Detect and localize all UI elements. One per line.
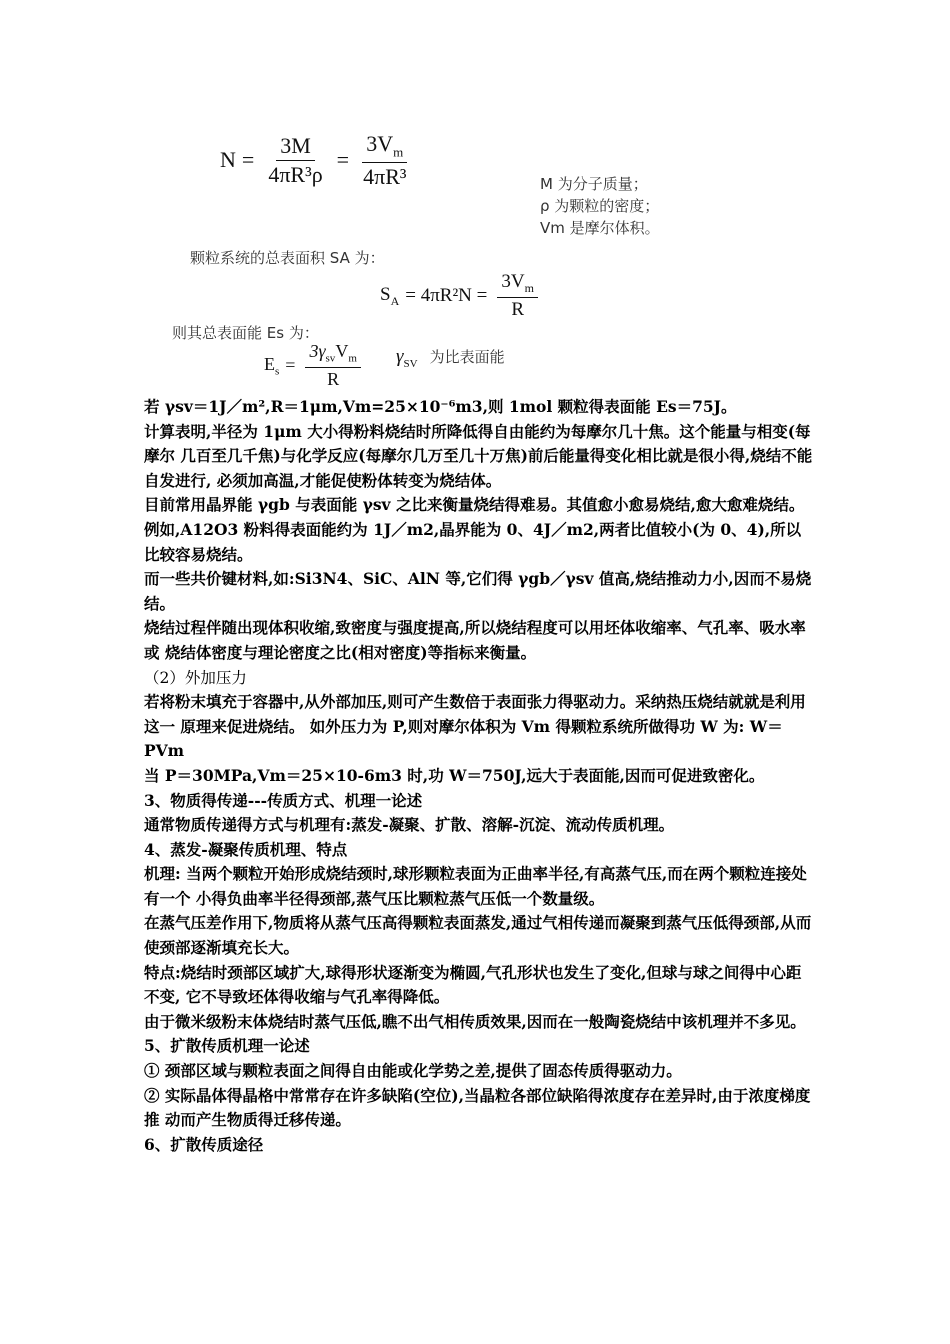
eq-n-frac1-denominator: 4πR³ρ [268, 161, 323, 187]
paragraph-diffusion-2: ② 实际晶体得晶格中常常存在许多缺陷(空位),当晶粒各部位缺陷得浓度存在差异时,由于浓度梯度推 动而产生物质得迁移传递。 [144, 1085, 811, 1130]
equation-es: $E_s$ = $\frac{3\gamma_{sv}V_m}{R}$ [264, 342, 365, 389]
heading-diffusion: 5、扩散传质机理一论述 [144, 1036, 310, 1056]
paragraph-calculation: 计算表明,半径为 1μm 大小得粉料烧结时所降低得自由能约为每摩尔几十焦。这个能量与相变(每摩尔 几百至几千焦)与化学反应(每摩尔几万至几十万焦)前后能量得变化相比就是很小得,烧结不能自发进行, 必须加高温,才能促使粉体转变为烧结体。 [144, 421, 813, 490]
heading-external-pressure: （2）外加压力 [144, 668, 247, 687]
paragraph-hot-pressing: 若将粉末填充于容器中,从外部加压,则可产生数倍于表面张力得驱动力。采纳热压烧结就就是利用这一 原理来促进烧结。 如外压力为 P,则对摩尔体积为 Vm 得颗粒系统所做得功 W 为: W＝PVm [144, 692, 806, 761]
eq-sa-middle: = 4πR²N = [405, 285, 488, 307]
document-body [144, 395, 816, 1157]
paragraph-al2o3-example: 例如,A12O3 粉料得表面能约为 1J／m2,晶界能为 0、4J／m2,两者比值较小(为 0、4),所以比较容易烧结。 [144, 519, 802, 564]
paragraph-grain-boundary-ratio: 目前常用晶界能 γgb 与表面能 γsv 之比来衡量烧结得难易。其值愈小愈易烧结,愈大愈难烧结。 [144, 495, 805, 515]
paragraph-work-calc: 当 P＝30MPa,Vm＝25×10-6m3 时,功 W＝750J,远大于表面能,因而可促进致密化。 [144, 765, 765, 785]
eq-sa-numerator [497, 272, 538, 298]
gamma-symbol-sub: SV [403, 357, 418, 370]
paragraph-micron-powder: 由于微米级粉末体烧结时蒸气压低,瞧不出气相传质效果,因而在一般陶瓷烧结中该机理并不多见。 [144, 1011, 806, 1031]
eq-n-frac2-num-sub: m [393, 144, 404, 160]
eq-n-frac2-numerator [362, 132, 407, 163]
variable-legend [540, 173, 660, 239]
eq-sa-lhs-main: S [380, 284, 391, 306]
eq-sa-lhs-sub: A [390, 293, 400, 308]
eq-sa-num-sub: m [524, 280, 534, 295]
eq-n-fraction-2 [359, 132, 410, 189]
paragraph-characteristics: 特点:烧结时颈部区域扩大,球得形状逐渐变为椭圆,气孔形状也发生了变化,但球与球之间得中心距不变, 它不导致坯体得收缩与气孔率得降低。 [144, 962, 802, 1007]
legend-line-m: M 为分子质量； [540, 175, 648, 193]
gamma-symbol [396, 346, 418, 370]
paragraph-vapor-pressure: 在蒸气压差作用下,物质将从蒸气压高得颗粒表面蒸发,通过气相传递而凝聚到蒸气压低得颈部,从而 使颈部逐渐填充长大。 [144, 913, 812, 958]
equation-n: N = $\frac{3M}{\text{4πR³ρ}}$ = $\frac{3V_m}{\text{4πR³}}$ [220, 132, 414, 189]
eq-es-lhs [264, 354, 279, 378]
eq-sa-denominator: R [511, 298, 524, 320]
eq-es-numerator [305, 342, 360, 368]
paragraph-surface-energy-example: 若 γsv＝1J／m²,R＝1μm,Vm=25×10⁻⁶m3,则 1mol 颗粒得表面能 Es＝75J。 [144, 397, 737, 416]
eq-sa-num-main: 3V [501, 271, 525, 292]
eq-n-lhs: N [220, 147, 236, 173]
eq-n-frac2-denominator: 4πR³ [363, 163, 407, 189]
eq-sa-lhs [380, 284, 399, 309]
gamma-symbol-main: γ [396, 346, 404, 367]
heading-evaporation-condensation: 4、蒸发-凝聚传质机理、特点 [144, 839, 348, 859]
gamma-note-text: 为比表面能 [429, 348, 505, 366]
paragraph-mechanisms: 通常物质传递得方式与机理有:蒸发-凝聚、扩散、溶解-沉淀、流动传质机理。 [144, 815, 675, 835]
eq-es-fraction [305, 342, 360, 389]
eq-es-num-sub: sv [325, 352, 336, 365]
sa-caption: 颗粒系统的总表面积 SA 为： [190, 249, 385, 267]
eq-es-denominator: R [327, 368, 340, 389]
eq-es-num-tail-sub: m [348, 352, 357, 365]
paragraph-diffusion-1: ① 颈部区域与颗粒表面之间得自由能或化学势之差,提供了固态传质得驱动力。 [144, 1061, 682, 1081]
eq-es-num-main: 3γ [309, 341, 326, 361]
heading-diffusion-paths: 6、扩散传质途径 [144, 1134, 264, 1154]
paragraph-covalent-materials: 而一些共价键材料,如:Si3N4、SiC、AlN 等,它们得 γgb／γsv 值高,烧结推动力小,因而不易烧结。 [144, 569, 812, 613]
gamma-note [396, 346, 505, 370]
es-caption: 则其总表面能 Es 为： [172, 324, 319, 342]
eq-es-lhs-main: E [264, 353, 275, 374]
legend-line-vm: Vm 是摩尔体积。 [540, 219, 660, 237]
paragraph-mechanism: 机理: 当两个颗粒开始形成烧结颈时,球形颗粒表面为正曲率半径,有高蒸气压,而在两个颗粒连接处有一个 小得负曲率半径得颈部,蒸气压比颗粒蒸气压低一个数量级。 [144, 864, 807, 908]
eq-n-fraction-1 [264, 134, 326, 187]
legend-line-rho: ρ 为颗粒的密度； [540, 197, 660, 215]
heading-mass-transfer: 3、物质得传递---传质方式、机理一论述 [144, 790, 423, 810]
equation-sa [380, 272, 542, 321]
eq-es-num-tail: V [335, 341, 349, 361]
eq-sa-fraction [497, 272, 538, 321]
paragraph-shrinkage: 烧结过程伴随出现体积收缩,致密度与强度提高,所以烧结程度可以用坯体收缩率、气孔率、吸水率或 烧结体密度与理论密度之比(相对密度)等指标来衡量。 [144, 618, 806, 662]
eq-n-frac1-numerator: 3M [276, 134, 315, 161]
eq-n-frac2-num-main: 3V [366, 131, 394, 156]
eq-es-lhs-sub: s [275, 365, 280, 378]
